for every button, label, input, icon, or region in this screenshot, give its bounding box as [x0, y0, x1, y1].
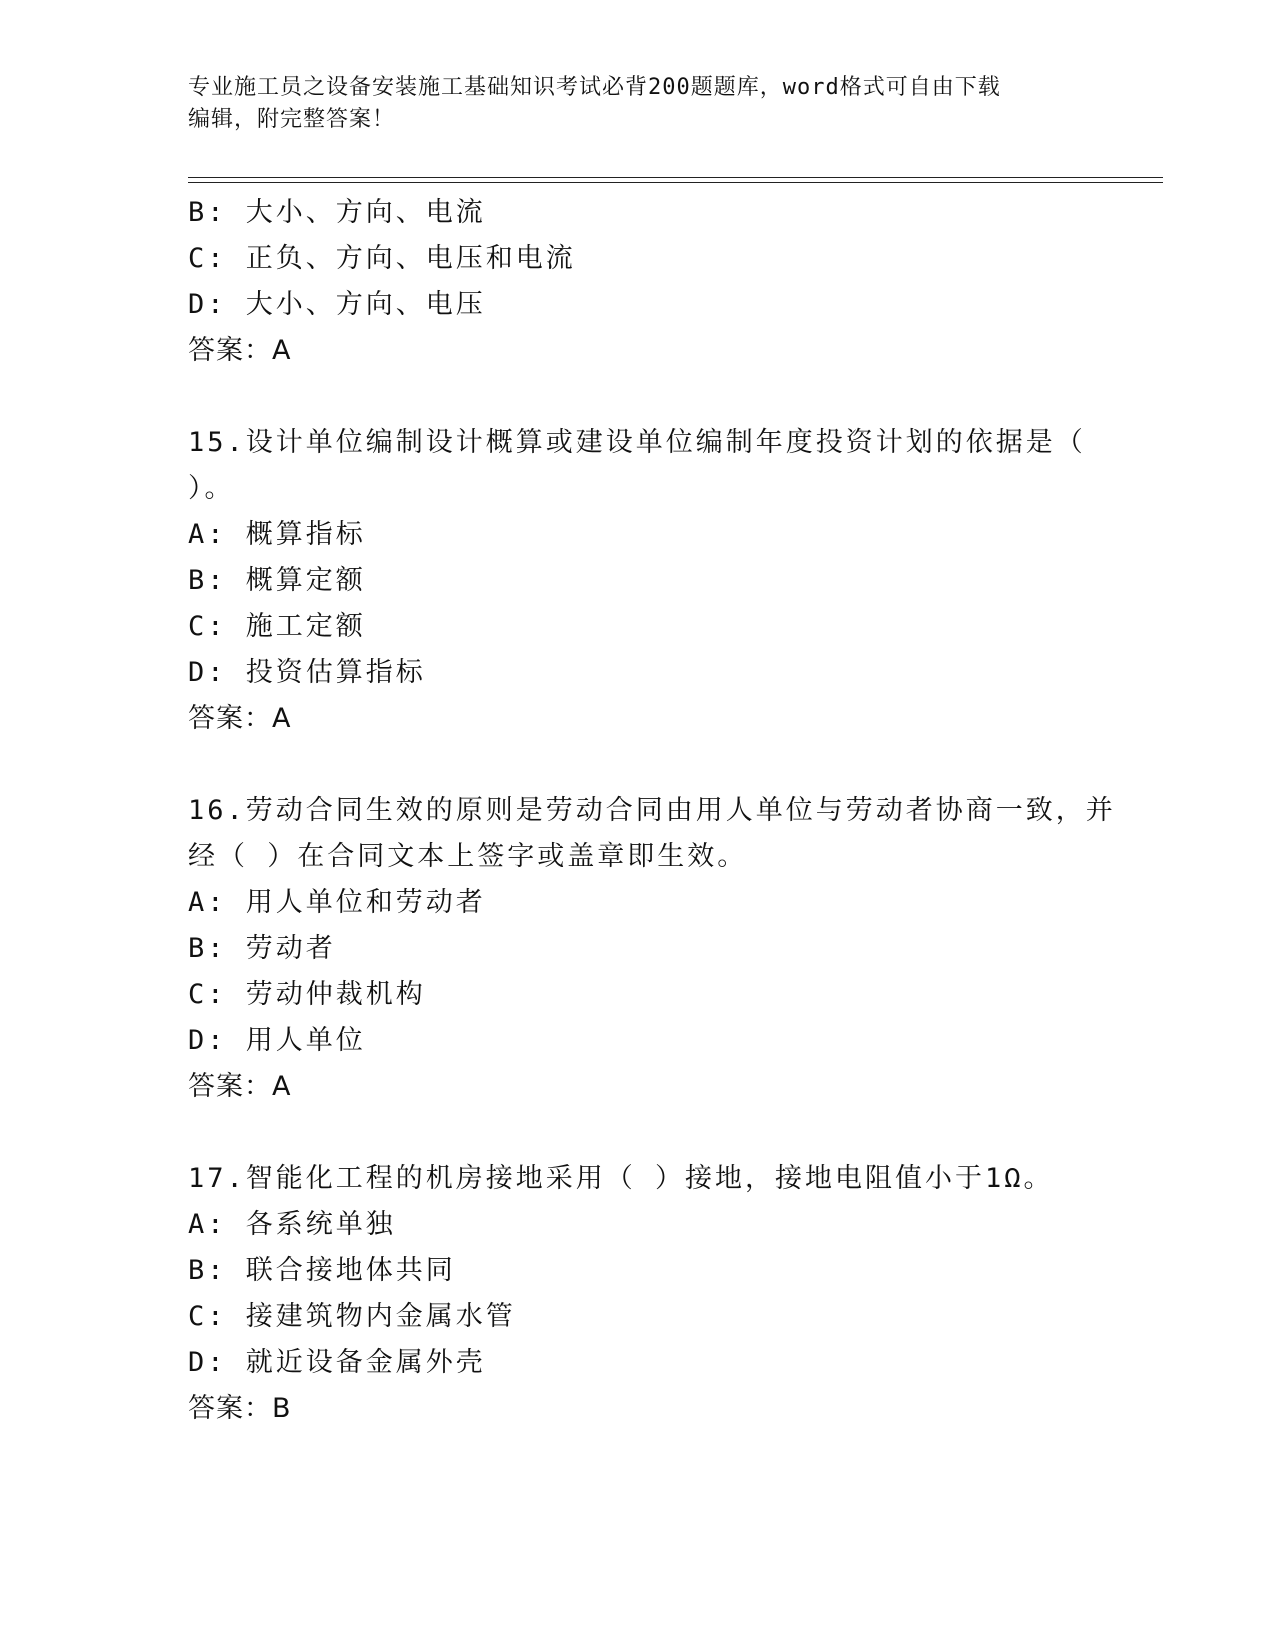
option-d: D: 就近设备金属外壳	[188, 1347, 486, 1378]
header-rule-bottom	[188, 182, 1163, 183]
option-b: B: 联合接地体共同	[188, 1255, 456, 1286]
header-rule-top	[188, 177, 1163, 178]
option-b: B: 概算定额	[188, 565, 366, 596]
question-text-line-1: 15.设计单位编制设计概算或建设单位编制年度投资计划的依据是（	[188, 427, 1086, 458]
answer-line: 答案：B	[188, 1393, 292, 1424]
question-text-line-2: ）。	[188, 473, 235, 504]
option-c: C: 劳动仲裁机构	[188, 979, 426, 1010]
header-title-line-2: 编辑，附完整答案！	[188, 107, 396, 132]
question-block-17	[188, 1156, 1108, 1432]
option-d: D: 用人单位	[188, 1025, 366, 1056]
option-c: C: 正负、方向、电压和电流	[188, 243, 576, 274]
document-header	[188, 72, 1088, 136]
question-block-14	[188, 190, 1108, 374]
spacer	[188, 742, 1108, 788]
question-text-line-1: 16.劳动合同生效的原则是劳动合同由用人单位与劳动者协商一致，并	[188, 795, 1116, 826]
spacer	[188, 1110, 1108, 1156]
header-title-line-1: 专业施工员之设备安装施工基础知识考试必背200题题库，word格式可自由下载	[188, 75, 1001, 100]
question-block-15	[188, 420, 1108, 742]
option-c: C: 接建筑物内金属水管	[188, 1301, 516, 1332]
question-text-line-1: 17.智能化工程的机房接地采用（ ）接地，接地电阻值小于1Ω。	[188, 1163, 1054, 1194]
option-a: A: 概算指标	[188, 519, 366, 550]
option-b: B: 劳动者	[188, 933, 336, 964]
question-text-line-2: 经（ ）在合同文本上签字或盖章即生效。	[188, 841, 748, 872]
answer-line: 答案：A	[188, 703, 292, 734]
option-b: B: 大小、方向、电流	[188, 197, 486, 228]
option-a: A: 各系统单独	[188, 1209, 396, 1240]
answer-line: 答案：A	[188, 1071, 292, 1102]
spacer	[188, 374, 1108, 420]
question-block-16	[188, 788, 1116, 1110]
document-body	[188, 190, 1116, 1432]
option-c: C: 施工定额	[188, 611, 366, 642]
option-d: D: 大小、方向、电压	[188, 289, 486, 320]
option-a: A: 用人单位和劳动者	[188, 887, 486, 918]
answer-line: 答案：A	[188, 335, 292, 366]
option-d: D: 投资估算指标	[188, 657, 426, 688]
